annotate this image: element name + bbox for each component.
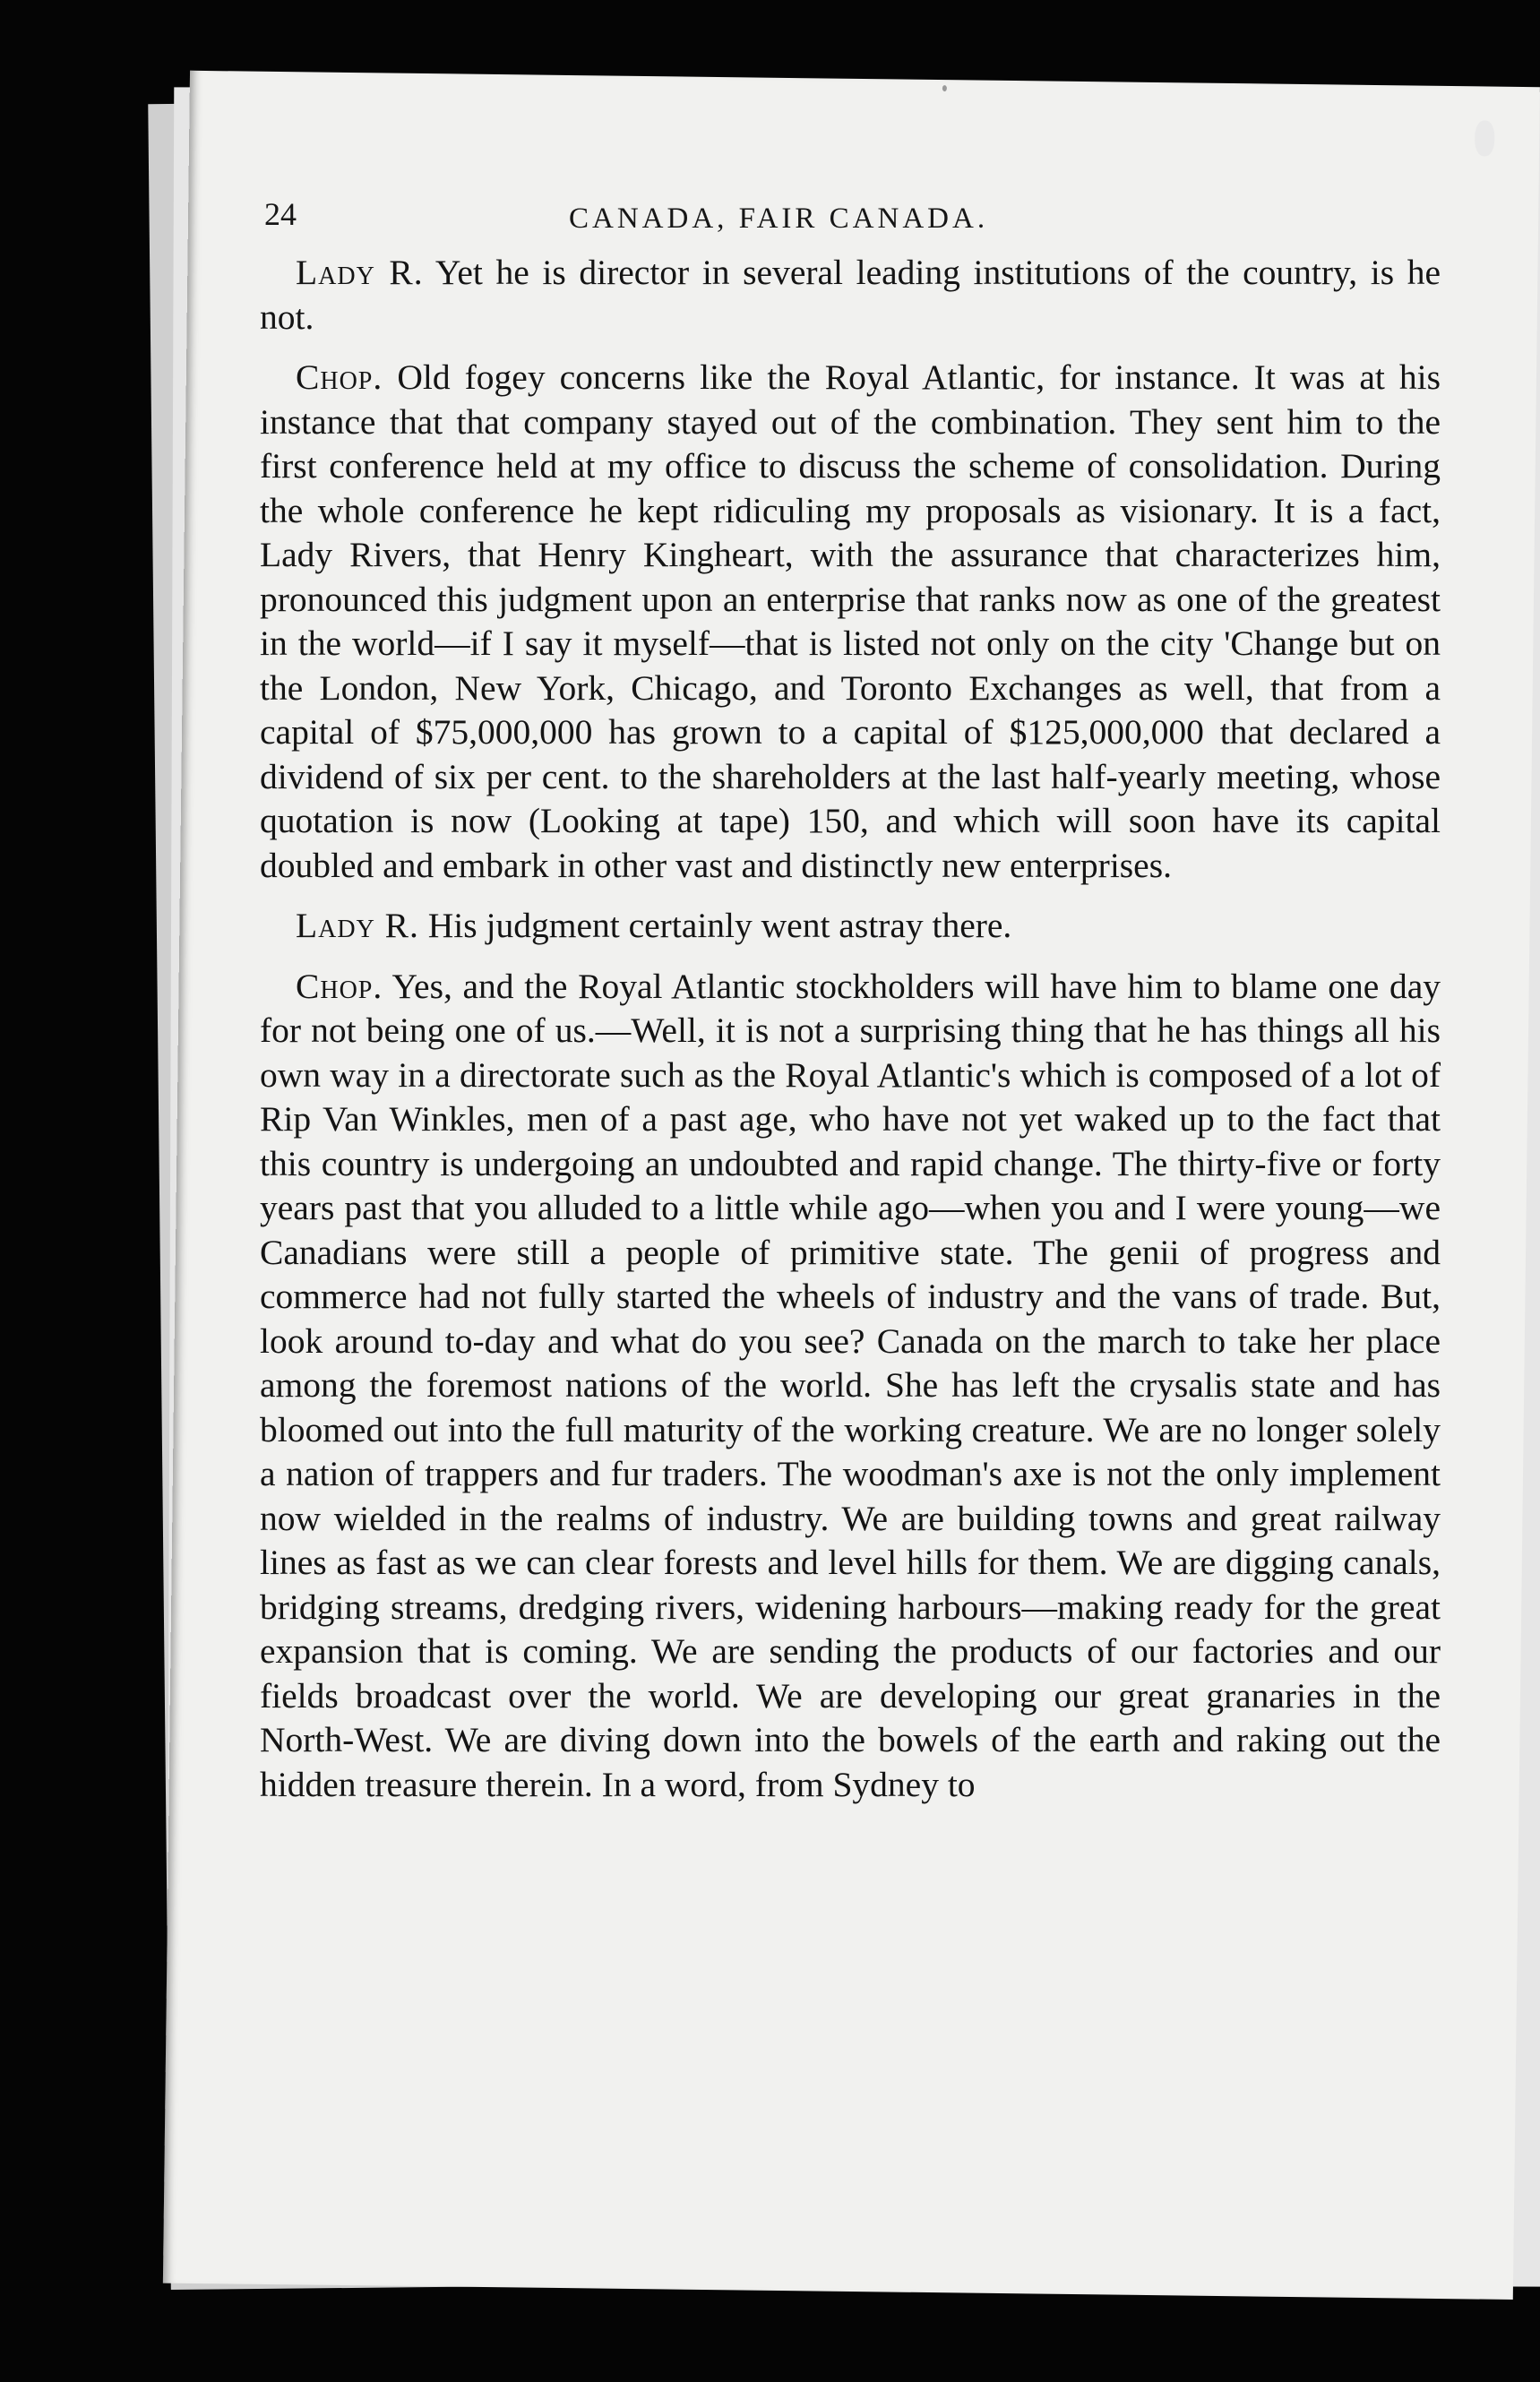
speaker-name: Lady R. — [296, 253, 424, 292]
speaker-name: Chop. — [296, 966, 383, 1006]
dialogue-paragraph — [260, 965, 1441, 1808]
dialogue-text: Yet he is director in several leading institutions of the country, is he not. — [260, 253, 1441, 337]
body-text — [260, 251, 1441, 1823]
dialogue-paragraph — [260, 904, 1441, 949]
page-number: 24 — [264, 196, 297, 232]
dialogue-text: Yes, and the Royal Atlantic stockholders will have him to blame one day for not being one of us.—Well, it is not a surprising thing that he has things all his own way in a directorate such as the Royal Atlantic's which is composed of a lot of Rip Van Winkles, men of a past age, who have not yet waked up to the fact that this country is undergoing an undoubted and rapid change. The thirty-five or forty years past that you alluded to a little while ago—when you and I were young—we Canadians were still a people of primitive state. The genii of progress and commerce had not fully started the wheels of industry and the vans of trade. But, look around to-day and what do you see? Canada on the march to take her place among the foremost nations of the world. She has left the crysalis state and has bloomed out into the full maturity of the working creature. We are no longer solely a nation of trappers and fur traders. The woodman's axe is not the only implement now wielded in the realms of industry. We are building towns and great railway lines as fast as we can clear forests and level hills for them. We are digging canals, bridging streams, dredging rivers, widening harbours—making ready for the great expansion that is coming. We are sending the products of our factories and our fields broadcast over the world. We are developing our great granaries in the North-West. We are diving down into the bowels of the earth and raking out the hidden treasure therein. In a word, from Sydney to — [260, 966, 1441, 1804]
dialogue-paragraph — [260, 251, 1441, 340]
page-header — [264, 195, 1429, 240]
running-title: CANADA, FAIR CANADA. — [569, 202, 989, 235]
page-speck — [942, 85, 947, 91]
speaker-name: Lady R. — [296, 906, 419, 945]
dialogue-text: Old fogey concerns like the Royal Atlantic, for instance. It was at his instance that that company stayed out of the combination. They sent him to the first conference held at my office to discuss the scheme of consolidation. During the whole conference he kept ridiculing my proposals as visionary. It is a fact, Lady Rivers, that Henry Kingheart, with the assurance that characterizes him, pronounced this judgment upon an enterprise that ranks now as one of the greatest in the world—if I say it myself—that is listed not only on the city 'Change but on the London, New York, Chicago, and Toronto Exchanges as well, that from a capital of $75,000,000 has grown to a capital of $125,000,000 that declared a dividend of six per cent. to the shareholders at the last half-yearly meeting, whose quotation is now (Looking at tape) 150, and which will soon have its capital doubled and embark in other vast and distinctly new enterprises. — [260, 357, 1441, 885]
dialogue-text: His judgment certainly went astray there. — [427, 906, 1012, 945]
speaker-name: Chop. — [296, 357, 383, 397]
dialogue-paragraph — [260, 356, 1441, 888]
page-blemish — [1475, 120, 1494, 156]
